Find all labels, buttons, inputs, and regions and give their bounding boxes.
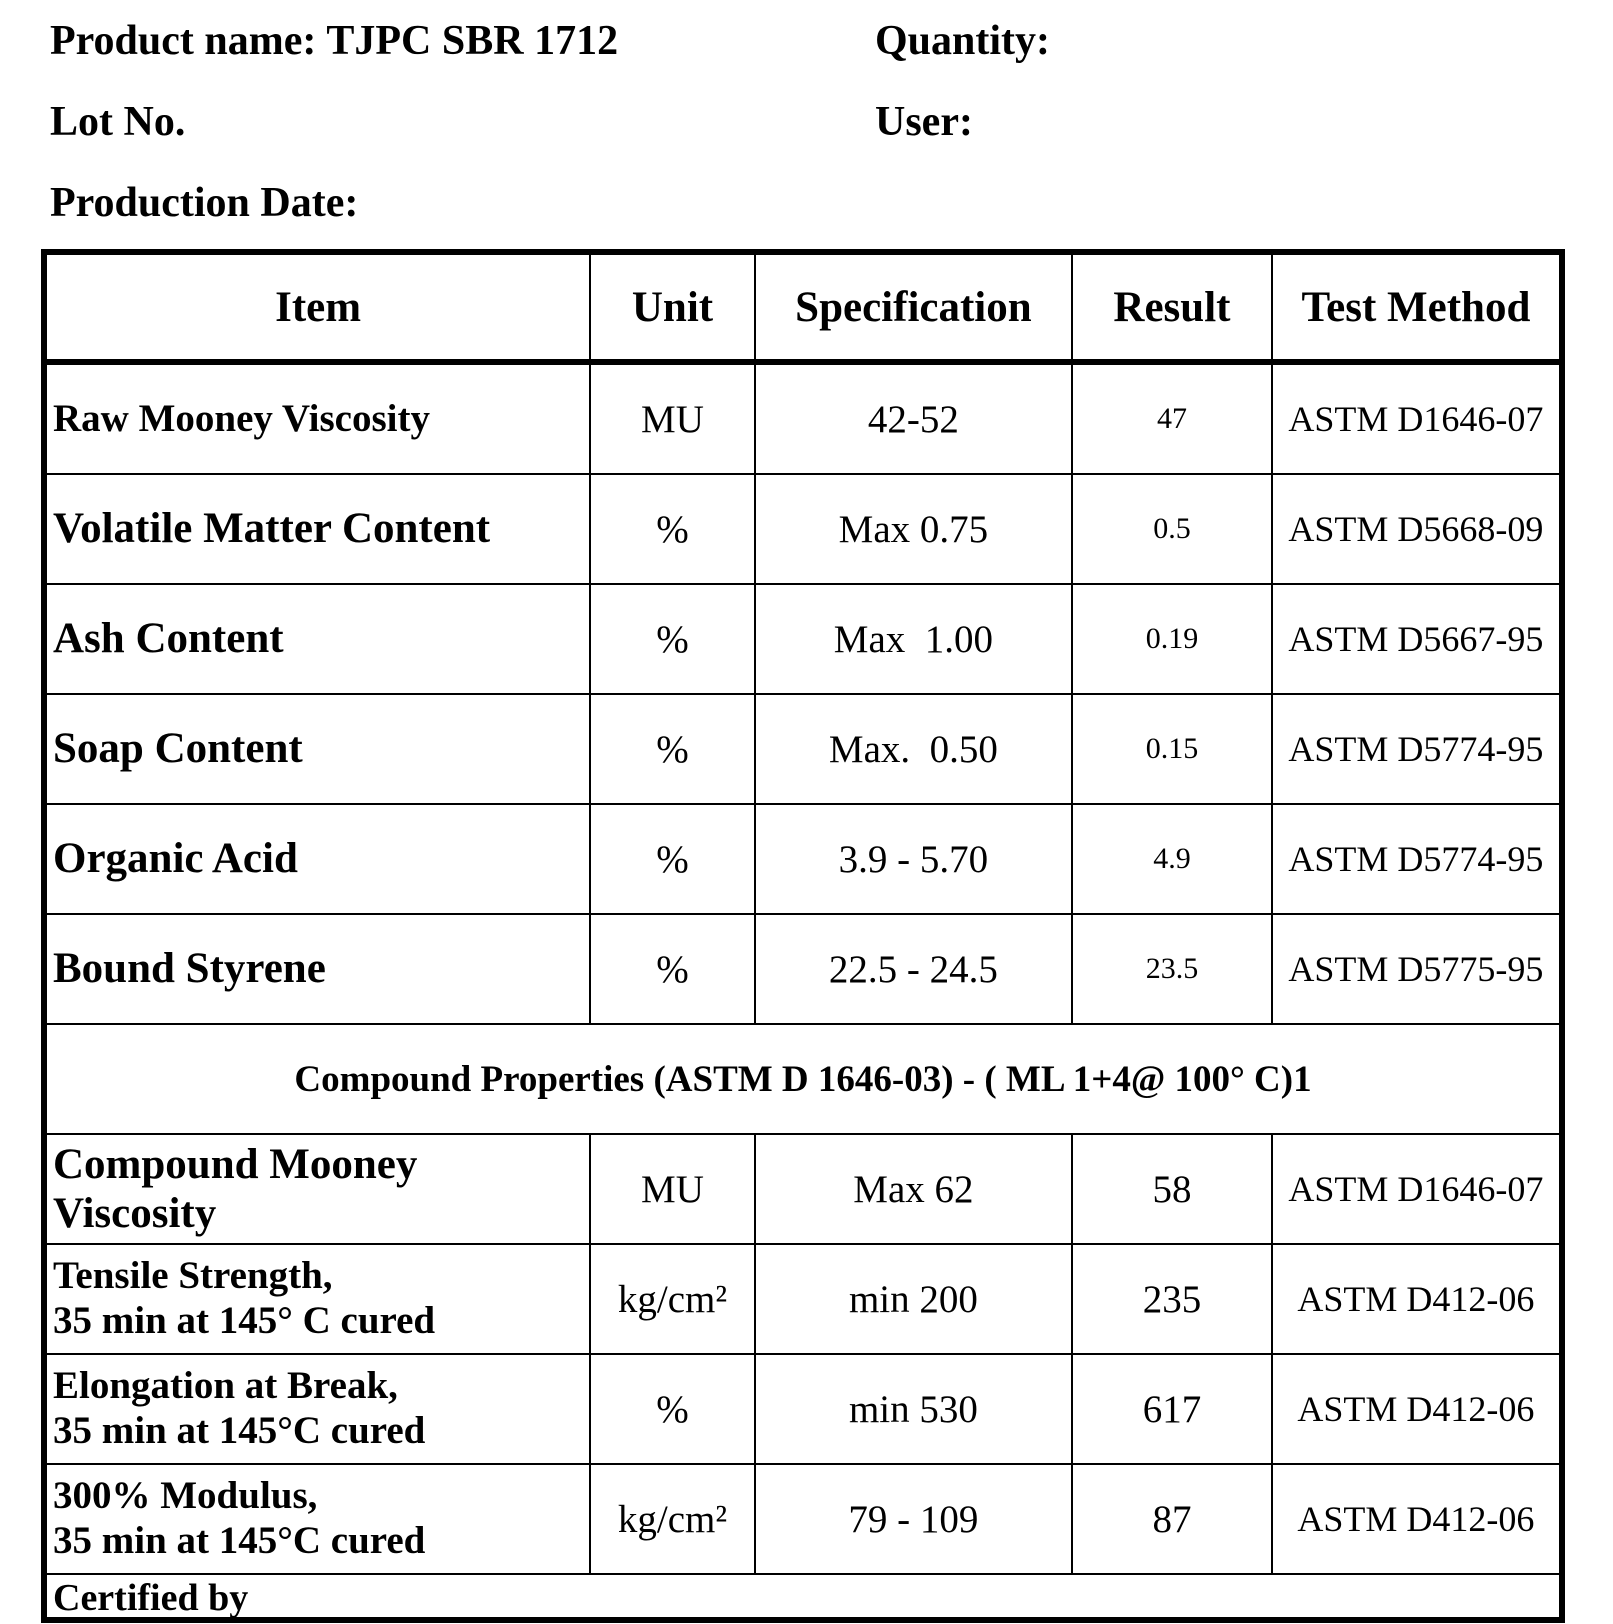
test-method-cell: ASTM D5667-95 (1272, 584, 1562, 694)
test-method-cell: ASTM D5774-95 (1272, 804, 1562, 914)
table-row (44, 1464, 1562, 1574)
test-method-cell: ASTM D412-06 (1272, 1354, 1562, 1464)
production-date-label: Production Date: (50, 180, 359, 226)
column-header-result: Result (1072, 252, 1272, 362)
result-cell: 87 (1072, 1464, 1272, 1574)
specification-cell: Max 0.75 (755, 474, 1072, 584)
unit-cell: % (590, 914, 755, 1024)
item-cell (44, 1464, 590, 1574)
item-line-1: Elongation at Break, (53, 1364, 398, 1408)
result-cell: 0.5 (1072, 474, 1272, 584)
test-method-cell: ASTM D5774-95 (1272, 694, 1562, 804)
unit-cell: MU (590, 1134, 755, 1244)
column-header-specification: Specification (755, 252, 1072, 362)
specification-cell: min 530 (755, 1354, 1072, 1464)
item-line-1: 300% Modulus, (53, 1474, 318, 1518)
compound-properties-title: Compound Properties (ASTM D 1646-03) - ( ML 1+4@ 100° C)1 (44, 1024, 1562, 1134)
item-cell: Raw Mooney Viscosity (44, 362, 590, 474)
footer-row (44, 1574, 1562, 1620)
table-row (44, 474, 1562, 584)
specification-cell: 22.5 - 24.5 (755, 914, 1072, 1024)
lot-number-label: Lot No. (50, 99, 186, 145)
unit-cell: % (590, 694, 755, 804)
specification-cell: Max 62 (755, 1134, 1072, 1244)
certificate-table (41, 249, 1565, 1623)
product-name-value: TJPC SBR 1712 (326, 18, 619, 64)
product-name-field (50, 20, 618, 62)
result-cell: 47 (1072, 362, 1272, 474)
table-row (44, 584, 1562, 694)
result-cell: 0.19 (1072, 584, 1272, 694)
specification-cell: 79 - 109 (755, 1464, 1072, 1574)
table-row (44, 1134, 1562, 1244)
certified-by-text: Certified by (53, 1577, 249, 1619)
column-header-unit: Unit (590, 252, 755, 362)
item-cell: Ash Content (44, 584, 590, 694)
item-line-2: 35 min at 145° C cured (53, 1299, 436, 1342)
item-line-1: Tensile Strength, (53, 1254, 333, 1298)
test-method-cell: ASTM D412-06 (1272, 1244, 1562, 1354)
table-header-row (44, 252, 1562, 362)
item-cell (44, 1244, 590, 1354)
item-cell: Soap Content (44, 694, 590, 804)
specification-cell: 42-52 (755, 362, 1072, 474)
item-line-2: 35 min at 145°C cured (53, 1519, 426, 1562)
item-cell: Bound Styrene (44, 914, 590, 1024)
quantity-label: Quantity: (875, 18, 1051, 64)
test-method-cell: ASTM D5668-09 (1272, 474, 1562, 584)
item-line-1: Compound Mooney (53, 1140, 418, 1188)
result-cell: 235 (1072, 1244, 1272, 1354)
table-row (44, 914, 1562, 1024)
test-method-cell: ASTM D5775-95 (1272, 914, 1562, 1024)
footer-cell (44, 1574, 1562, 1620)
unit-cell: kg/cm² (590, 1244, 755, 1354)
table-row (44, 694, 1562, 804)
result-cell: 4.9 (1072, 804, 1272, 914)
column-header-item: Item (44, 252, 590, 362)
specification-cell: min 200 (755, 1244, 1072, 1354)
unit-cell: % (590, 584, 755, 694)
test-method-cell: ASTM D1646-07 (1272, 362, 1562, 474)
unit-cell: MU (590, 362, 755, 474)
test-method-cell: ASTM D1646-07 (1272, 1134, 1562, 1244)
specification-cell: 3.9 - 5.70 (755, 804, 1072, 914)
item-cell (44, 1354, 590, 1464)
test-method-cell: ASTM D412-06 (1272, 1464, 1562, 1574)
unit-cell: % (590, 804, 755, 914)
result-cell: 0.15 (1072, 694, 1272, 804)
user-label: User: (875, 99, 973, 145)
result-cell: 617 (1072, 1354, 1272, 1464)
table-row (44, 362, 1562, 474)
item-line-2: Viscosity (53, 1190, 217, 1237)
product-name-label: Product name: (50, 18, 317, 64)
table-row (44, 1354, 1562, 1464)
item-line-2: 35 min at 145°C cured (53, 1409, 426, 1452)
unit-cell: kg/cm² (590, 1464, 755, 1574)
table-row (44, 804, 1562, 914)
specification-cell: Max 1.00 (755, 584, 1072, 694)
section-row (44, 1024, 1562, 1134)
item-cell: Organic Acid (44, 804, 590, 914)
table-row (44, 1244, 1562, 1354)
result-cell: 23.5 (1072, 914, 1272, 1024)
result-cell: 58 (1072, 1134, 1272, 1244)
specification-cell: Max. 0.50 (755, 694, 1072, 804)
item-cell (44, 1134, 590, 1244)
unit-cell: % (590, 1354, 755, 1464)
item-cell: Volatile Matter Content (44, 474, 590, 584)
column-header-test-method: Test Method (1272, 252, 1562, 362)
unit-cell: % (590, 474, 755, 584)
